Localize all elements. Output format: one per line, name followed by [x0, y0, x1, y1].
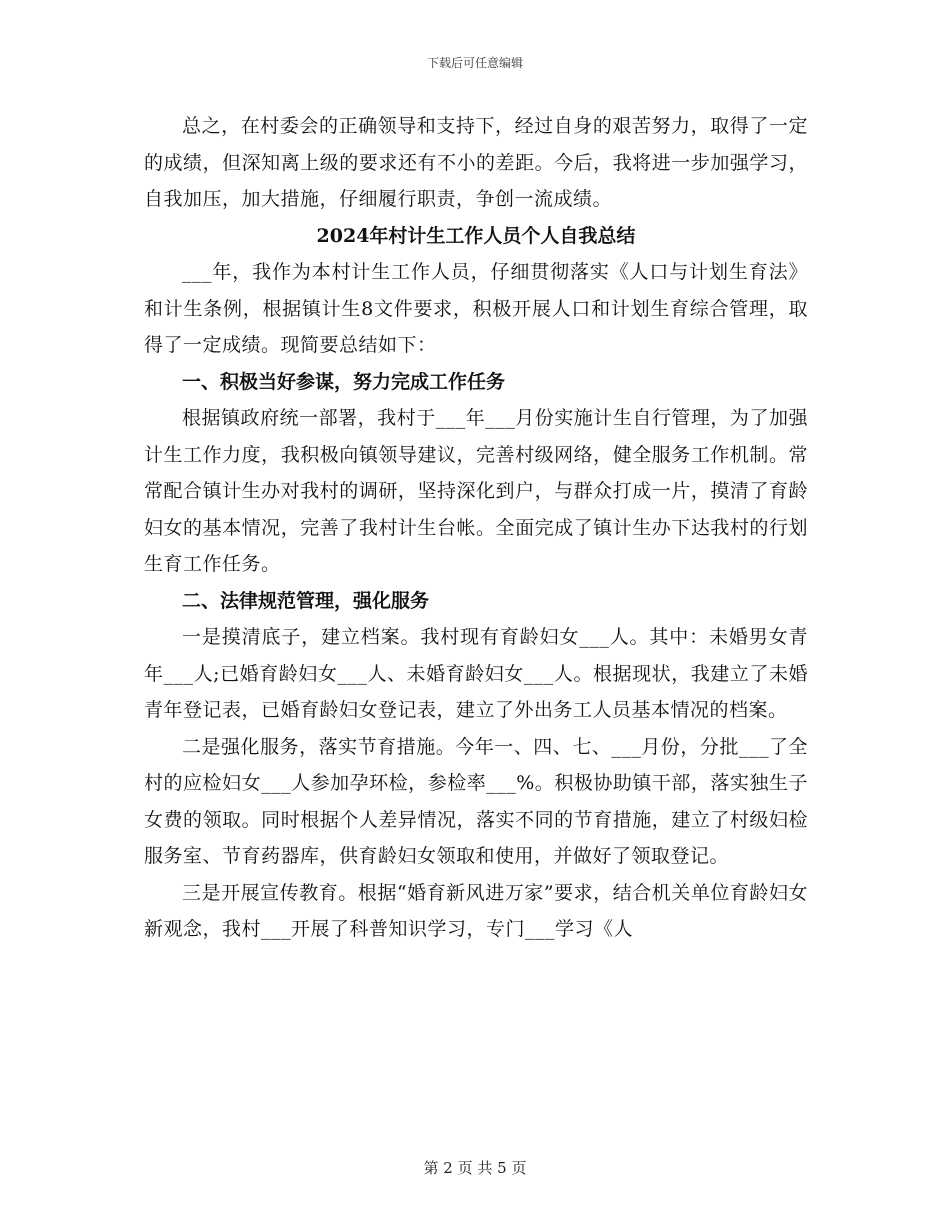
section-title: 2024年村计生工作人员个人自我总结 [316, 224, 636, 247]
paragraph-intro: ___年，我作为本村计生工作人员，仔细贯彻落实《人口与计划生育法》和计生条例，根据镇计生8文件要求，积极开展人口和计划生育综合管理，取得了一定成绩。现简要总结如下： [144, 261, 808, 356]
paragraph-one: 根据镇政府统一部署，我村于___年___月份实施计生自行管理，为了加强计生工作力度，我积极向镇领导建议，完善村级网络，健全服务工作机制。常常配合镇计生办对我村的调研，坚持深化到户，与群众打成一片，摸清了育龄妇女的基本情况，完善了我村计生台帐。全面完成了镇计生办下达我村的行划生育工作任务。 [144, 407, 808, 575]
paragraph-archive: 一是摸清底子，建立档案。我村现有育龄妇女___人。其中：未婚男女青年___人;已婚育龄妇女___人、未婚育龄妇女___人。根据现状，我建立了未婚青年登记表，已婚育龄妇女登记表，建立了外出务工人员基本情况的档案。 [144, 626, 808, 721]
document-body [144, 108, 808, 948]
paragraph-conclusion: 总之，在村委会的正确领导和支持下，经过自身的艰苦努力，取得了一定的成绩，但深知离上级的要求还有不小的差距。今后，我将进一步加强学习，自我加压，加大措施，仔细履行职责，争创一流成绩。 [144, 115, 808, 210]
paragraph-education: 三是开展宣传教育。根据“婚育新风进万家”要求，结合机关单位育龄妇女新观念，我村___开展了科普知识学习，专门___学习《人 [144, 881, 808, 940]
page-footer: 第 2 页 共 5 页 [423, 1159, 527, 1177]
heading-two: 二、法律规范管理，强化服务 [182, 589, 430, 612]
page-header: 下载后可任意编辑 [426, 56, 523, 70]
paragraph-service: 二是强化服务，落实节育措施。今年一、四、七、___月份，分批___了全村的应检妇女___人参加孕环检，参检率___%。积极协助镇干部，落实独生子女费的领取。同时根据个人差异情况，落实不同的节育措施，建立了村级妇检服务室、节育药器库，供育龄妇女领取和使用，并做好了领取登记。 [144, 735, 808, 867]
heading-one: 一、积极当好参谋，努力完成工作任务 [182, 370, 506, 393]
